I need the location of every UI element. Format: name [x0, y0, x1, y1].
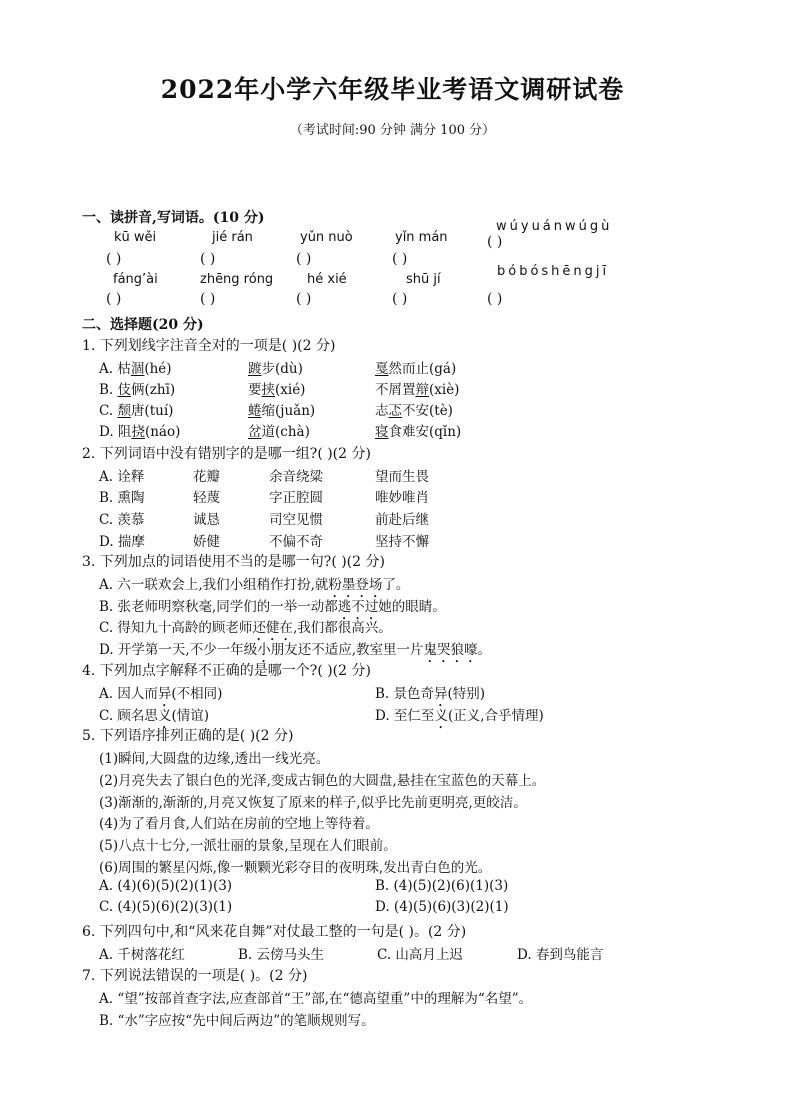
q2-b-word3: 字正腔圆	[269, 490, 323, 506]
q3-stem: 3. 下列加点的词语使用不当的是哪一句?( )(2 分)	[82, 554, 385, 570]
q1-option-d-word3: 寝食难安(qǐn)	[375, 424, 462, 440]
answer-blank[interactable]: ( )	[487, 291, 503, 307]
pinyin-ku-wei: kū wěi	[114, 230, 157, 245]
q7-option-a: A. “望”按部首查字法,应查部首“王”部,在“德高望重”中的理解为“名望”。	[99, 991, 533, 1007]
q5-option-b: B. (4)(5)(2)(6)(1)(3)	[375, 878, 509, 894]
q2-a-word2: 花瓣	[193, 469, 220, 485]
q2-a-word3: 余音绕粱	[269, 469, 323, 485]
q2-b-word1: B. 熏陶	[99, 490, 145, 506]
pinyin-yun-nuo: yǔn nuò	[300, 230, 353, 245]
pinyin-wu-yuan-wu-gu: wúyuánwúgù	[496, 219, 613, 234]
q2-a-word4: 望而生畏	[375, 469, 429, 485]
answer-blank[interactable]: ( )	[106, 291, 122, 307]
pinyin-fang-ai: fáng’ài	[113, 272, 158, 287]
q6-option-a: A. 千树落花红	[99, 947, 185, 963]
q2-a-word1: A. 诠释	[99, 469, 145, 485]
q2-b-word2: 轻蔑	[193, 490, 220, 506]
q1-option-a: A. 枯涸(hé)	[99, 361, 172, 377]
answer-blank[interactable]: ( )	[392, 291, 408, 307]
q5-option-a: A. (4)(6)(5)(2)(1)(3)	[99, 878, 233, 894]
q5-line-1: (1)瞬间,大圆盘的边缘,透出一线光亮。	[99, 751, 330, 767]
q5-line-6: (6)周围的繁星闪烁,像一颗颗光彩夺目的夜明珠,发出青白色的光。	[99, 860, 492, 876]
q5-option-c: C. (4)(5)(6)(2)(3)(1)	[99, 899, 233, 915]
pinyin-he-xie: hé xié	[307, 272, 347, 287]
q3-option-c: C. 得知九十高龄的顾老师还健在,我们都很高兴。	[99, 620, 392, 636]
q1-option-d: D. 阻挠(náo)	[99, 424, 181, 440]
q4-stem: 4. 下列加点字解释不正确的是哪一个?( )(2 分)	[82, 663, 371, 679]
answer-blank[interactable]: ( )	[392, 251, 408, 267]
q2-d-word3: 不偏不奇	[269, 534, 323, 550]
q5-option-d: D. (4)(5)(6)(3)(2)(1)	[375, 899, 509, 915]
answer-blank[interactable]: ( )	[200, 291, 216, 307]
pinyin-yin-man: yǐn mán	[395, 230, 448, 245]
q4-option-d: D. 至仁至义(正义,合乎情理)	[375, 708, 544, 724]
q5-line-5: (5)八点十七分,一派壮丽的景象,呈现在人们眼前。	[99, 838, 397, 854]
q3-option-b: B. 张老师明察秋毫,同学们的一举一动都逃不过她的眼睛。	[99, 599, 446, 615]
pinyin-bo-bo-sheng-ji: bóbóshēngjī	[497, 264, 610, 279]
q1-option-b: B. 伎俩(zhī)	[99, 382, 176, 398]
q3-option-d: D. 开学第一天,不少一年级小朋友还不适应,教室里一片鬼哭狼嚎。	[99, 642, 492, 658]
section2-heading: 二、选择题(20 分)	[82, 317, 204, 333]
answer-blank[interactable]: ( )	[106, 251, 122, 267]
exam-info: （考试时间:90 分钟 满分 100 分）	[289, 123, 496, 138]
q6-stem: 6. 下列四句中,和“风来花自舞”对仗最工整的一句是( )。(2 分)	[82, 924, 467, 940]
page-title: 2022年小学六年级毕业考语文调研试卷	[160, 75, 625, 104]
q1-stem: 1. 下列划线字注音全对的一项是( )(2 分)	[82, 338, 336, 354]
q1-option-d-word2: 岔道(chà)	[248, 424, 310, 440]
answer-blank[interactable]: ( )	[487, 234, 503, 250]
q1-option-b-word2: 要挟(xié)	[248, 382, 306, 398]
q5-line-3: (3)渐渐的,渐渐的,月亮又恢复了原来的样子,似乎比先前更明亮,更皎洁。	[99, 795, 527, 811]
q2-d-word2: 娇健	[193, 534, 220, 550]
q2-c-word2: 诚恳	[193, 512, 220, 528]
q2-c-word1: C. 羡慕	[99, 512, 145, 528]
q7-option-b: B. “水”字应按“先中间后两边”的笔顺规则写。	[99, 1013, 375, 1029]
q2-stem: 2. 下列词语中没有错别字的是哪一组?( )(2 分)	[82, 446, 371, 462]
q5-line-2: (2)月亮失去了银白色的光泽,变成古铜色的大圆盘,悬挂在宝蓝色的天幕上。	[99, 773, 546, 789]
answer-blank[interactable]: ( )	[200, 251, 216, 267]
q6-option-c: C. 山高月上迟	[377, 947, 463, 963]
q1-option-a-word2: 踱步(dù)	[248, 361, 303, 377]
section1-heading: 一、读拼音,写词语。(10 分)	[82, 210, 265, 226]
q1-option-c: C. 颓唐(tuí)	[99, 403, 174, 419]
q3-option-a: A. 六一联欢会上,我们小组稍作打扮,就粉墨登场了。	[99, 577, 410, 593]
q7-stem: 7. 下列说法错误的一项是( )。(2 分)	[82, 968, 308, 984]
q2-b-word4: 唯妙唯肖	[375, 490, 429, 506]
pinyin-shu-ji: shū jí	[406, 272, 441, 287]
q5-line-4: (4)为了看月食,人们站在房前的空地上等待着。	[99, 816, 379, 832]
q1-option-c-word3: 志忑不安(tè)	[375, 403, 453, 419]
q2-d-word4: 坚持不懈	[375, 534, 429, 550]
answer-blank[interactable]: ( )	[296, 291, 312, 307]
q2-d-word1: D. 揣摩	[99, 534, 145, 550]
q4-option-c: C. 顾名思义(情谊)	[99, 708, 209, 724]
pinyin-jie-ran: jié rán	[212, 230, 253, 245]
q2-c-word4: 前赴后继	[375, 512, 429, 528]
q2-c-word3: 司空见惯	[269, 512, 323, 528]
q6-option-b: B. 云傍马头生	[238, 947, 325, 963]
q1-option-a-word3: 戛然而止(gá)	[375, 361, 457, 377]
q6-option-d: D. 春到鸟能言	[517, 947, 604, 963]
answer-blank[interactable]: ( )	[296, 251, 312, 267]
q1-option-c-word2: 蜷缩(juǎn)	[248, 403, 316, 419]
q4-option-a: A. 因人而异(不相同)	[99, 686, 223, 702]
q1-option-b-word3: 不屑置辩(xiè)	[375, 382, 460, 398]
q4-option-b: B. 景色奇异(特别)	[375, 686, 486, 702]
pinyin-zheng-rong: zhēng róng	[200, 272, 274, 287]
q5-stem: 5. 下列语序排列正确的是( )(2 分)	[82, 728, 294, 744]
